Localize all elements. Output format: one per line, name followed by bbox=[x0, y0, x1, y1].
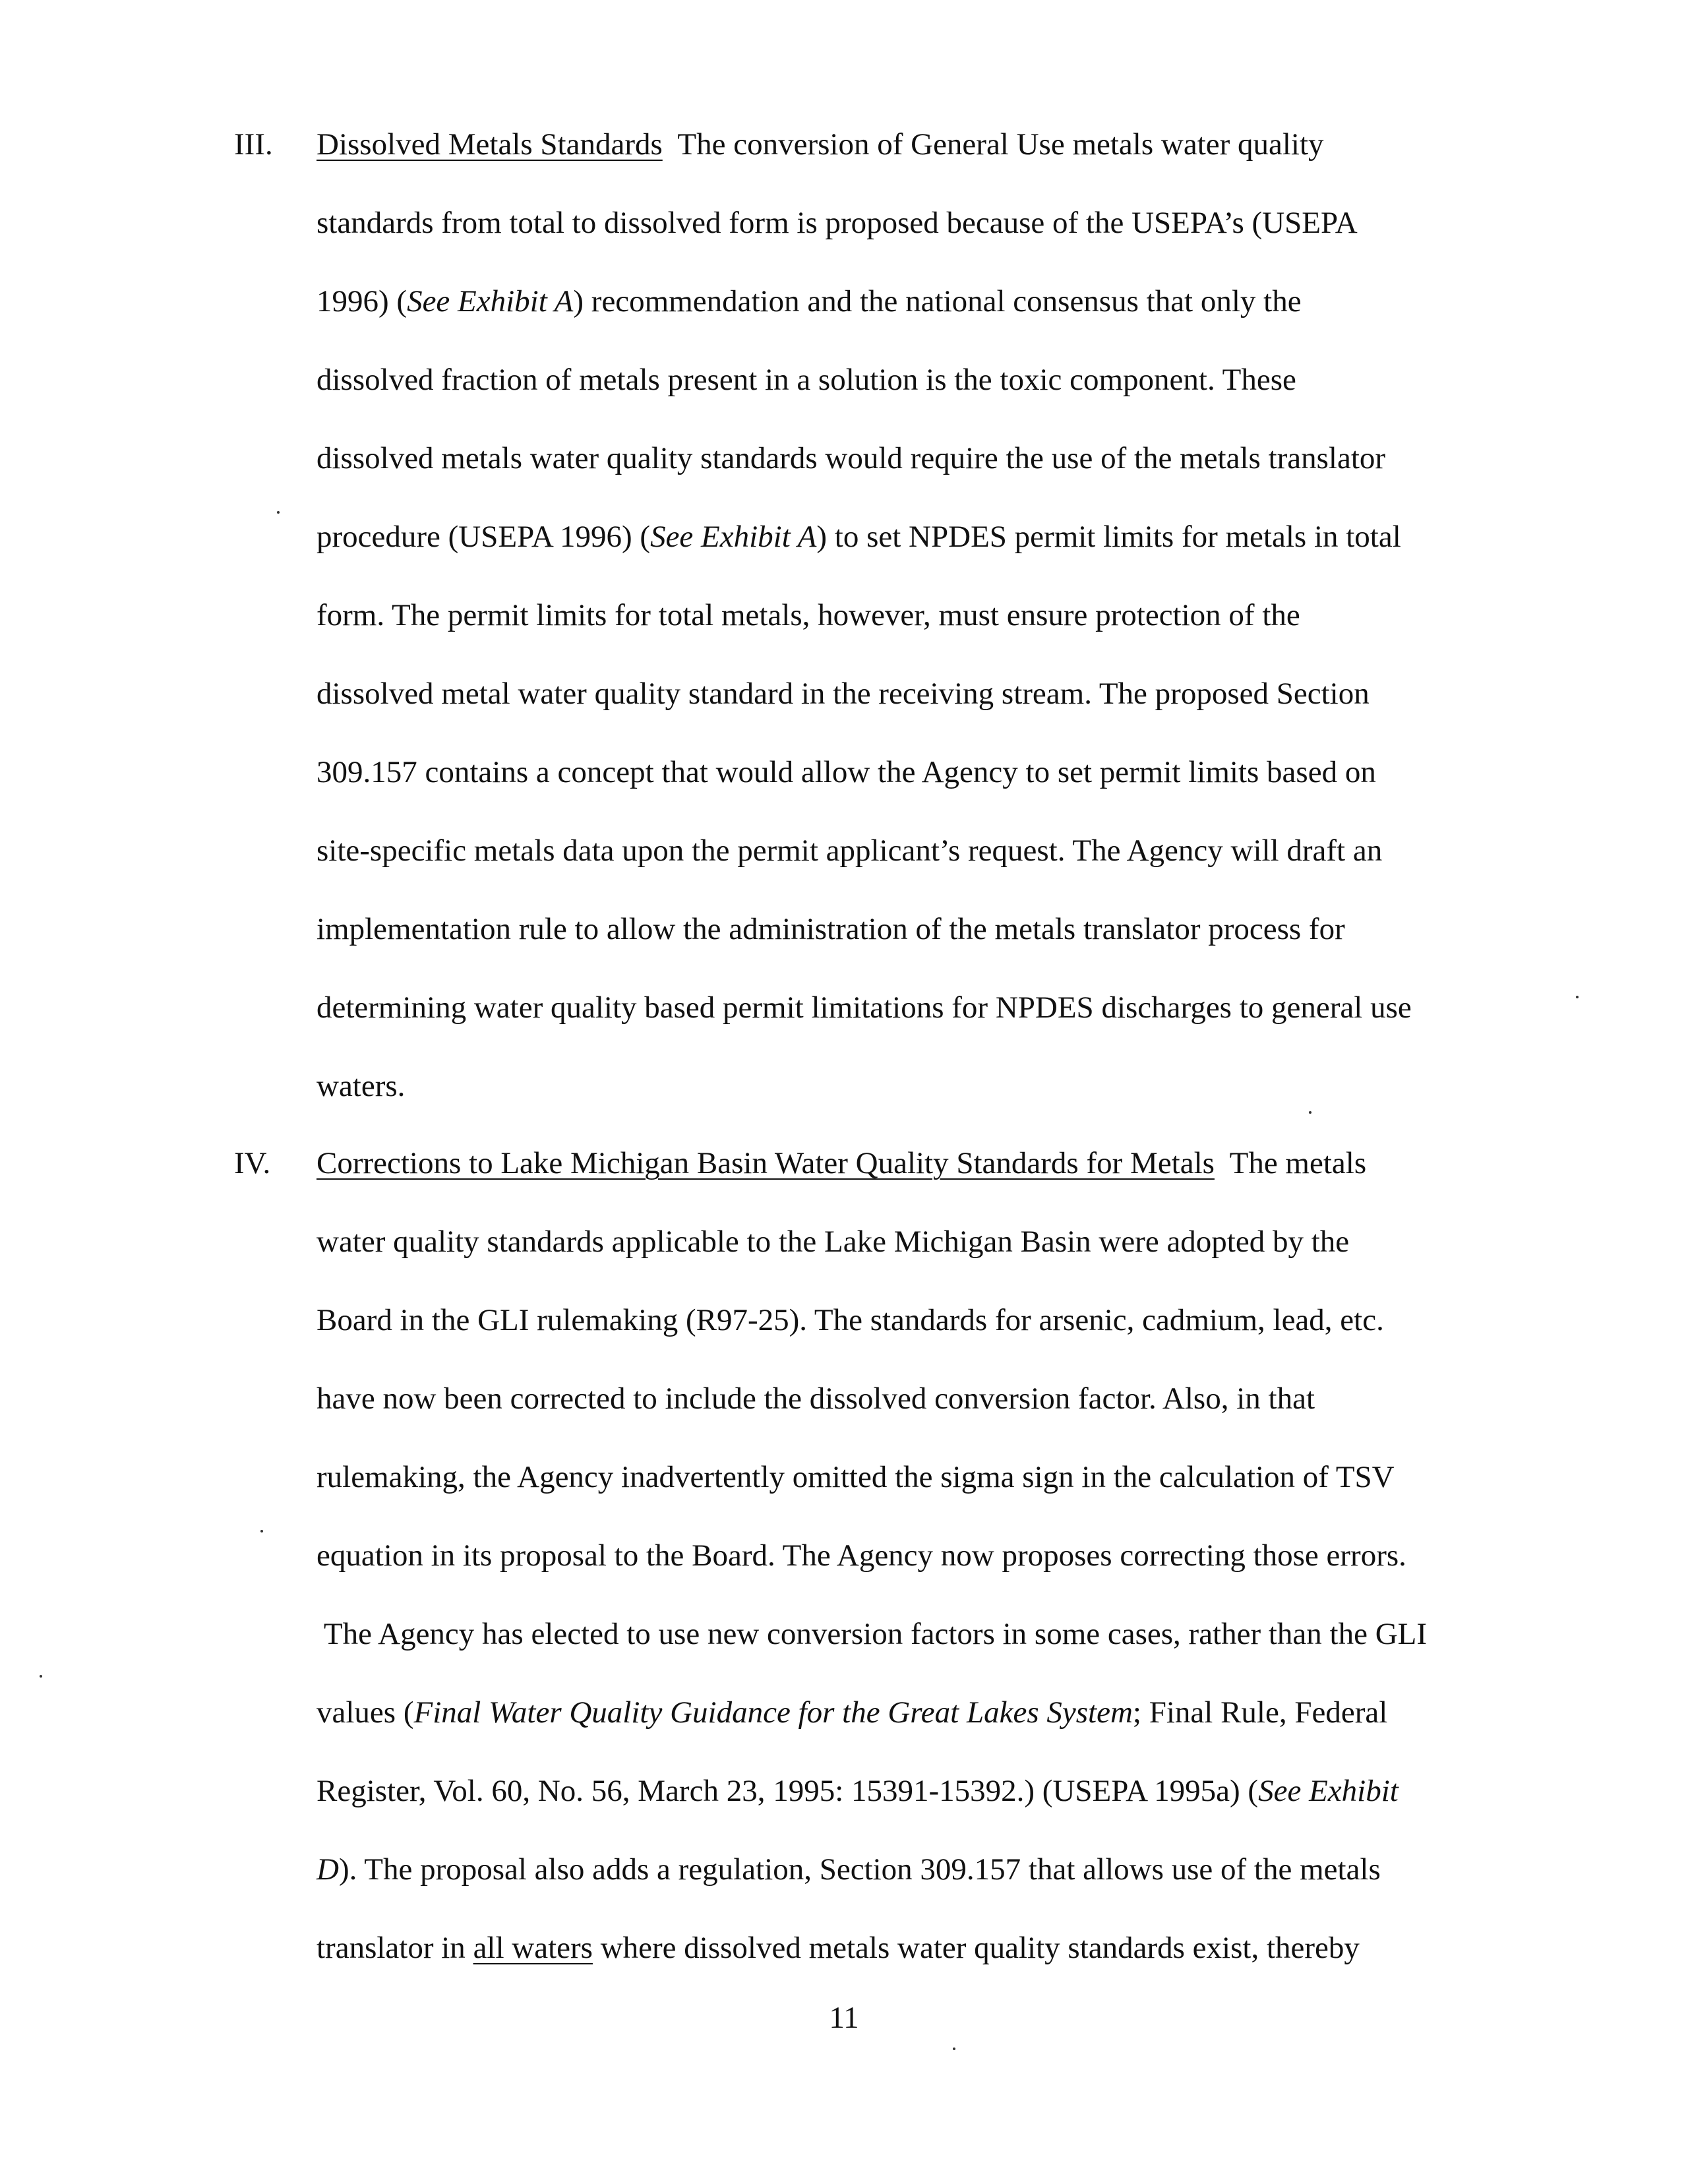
text-fragment: Register, Vol. 60, No. 56, March 23, 1995: 15391-15392.) (USEPA 1995a) ( bbox=[316, 1774, 1259, 1808]
text-fragment: procedure (USEPA 1996) ( bbox=[316, 520, 651, 554]
text-line: have now been corrected to include the dissolved conversion factor. Also, in that bbox=[316, 1381, 1315, 1416]
scan-speck bbox=[1576, 996, 1579, 998]
text-line: equation in its proposal to the Board. The Agency now proposes correcting those errors. bbox=[316, 1538, 1406, 1573]
text-line: water quality standards applicable to the Lake Michigan Basin were adopted by the bbox=[316, 1225, 1350, 1259]
text-line bbox=[316, 106, 1523, 184]
text-line: dissolved metals water quality standards would require the use of the metals translator bbox=[316, 441, 1386, 475]
text-line: determining water quality based permit limitations for NPDES discharges to general use bbox=[316, 990, 1412, 1025]
scan-speck bbox=[1309, 1111, 1311, 1114]
scan-speck bbox=[40, 1675, 42, 1678]
text-line bbox=[316, 1674, 1523, 1752]
scan-speck bbox=[260, 1530, 263, 1532]
text-line bbox=[316, 1124, 1523, 1203]
section-numeral: IV. bbox=[234, 1146, 271, 1180]
section-heading: Corrections to Lake Michigan Basin Water Quality Standards for Metals bbox=[316, 1146, 1215, 1180]
text-line: rulemaking, the Agency inadvertently omitted the sigma sign in the calculation of TSV bbox=[316, 1460, 1395, 1494]
page-number: 11 bbox=[829, 2001, 859, 2035]
section-body bbox=[316, 106, 1523, 1126]
exhibit-reference: See Exhibit bbox=[1258, 1774, 1399, 1808]
text-fragment: The metals bbox=[1214, 1146, 1367, 1180]
text-line: The Agency has elected to use new conversion factors in some cases, rather than the GLI bbox=[316, 1617, 1428, 1651]
section-numeral: III. bbox=[234, 127, 273, 162]
text-line: site-specific metals data upon the permit applicant’s request. The Agency will draft an bbox=[316, 834, 1383, 868]
text-line: dissolved fraction of metals present in a solution is the toxic component. These bbox=[316, 363, 1296, 397]
exhibit-reference: See Exhibit A bbox=[407, 284, 574, 318]
text-line bbox=[316, 1909, 1523, 1987]
emphasized-phrase: all waters bbox=[473, 1931, 593, 1965]
text-fragment: ). The proposal also adds a regulation, Section 309.157 that allows use of the metals bbox=[338, 1852, 1381, 1887]
exhibit-reference: D bbox=[316, 1852, 339, 1887]
text-line bbox=[316, 498, 1523, 576]
text-fragment: ; Final Rule, Federal bbox=[1132, 1695, 1388, 1730]
text-fragment: where dissolved metals water quality standards exist, thereby bbox=[592, 1931, 1360, 1965]
text-line: waters. bbox=[316, 1069, 406, 1103]
section-body bbox=[316, 1124, 1523, 1987]
text-fragment: The conversion of General Use metals water quality bbox=[662, 127, 1324, 162]
text-line: Board in the GLI rulemaking (R97-25). The standards for arsenic, cadmium, lead, etc. bbox=[316, 1303, 1384, 1337]
text-line: 309.157 contains a concept that would allow the Agency to set permit limits based on bbox=[316, 755, 1376, 789]
scan-speck bbox=[277, 511, 280, 514]
section-heading: Dissolved Metals Standards bbox=[316, 127, 663, 162]
scan-speck bbox=[953, 2048, 955, 2050]
text-line bbox=[316, 1752, 1523, 1831]
text-fragment: ) to set NPDES permit limits for metals in total bbox=[816, 520, 1401, 554]
text-line bbox=[316, 1831, 1523, 1909]
text-line bbox=[316, 262, 1523, 341]
text-fragment: values ( bbox=[316, 1695, 414, 1730]
text-fragment: ) recommendation and the national consensus that only the bbox=[573, 284, 1302, 318]
text-line: standards from total to dissolved form is proposed because of the USEPA’s (USEPA bbox=[316, 206, 1358, 240]
text-fragment: 1996) ( bbox=[316, 284, 407, 318]
text-line: dissolved metal water quality standard in the receiving stream. The proposed Section bbox=[316, 677, 1370, 711]
text-line: form. The permit limits for total metals, however, must ensure protection of the bbox=[316, 598, 1300, 632]
text-line: implementation rule to allow the administration of the metals translator process for bbox=[316, 912, 1345, 946]
exhibit-reference: See Exhibit A bbox=[650, 520, 817, 554]
text-fragment: translator in bbox=[316, 1931, 473, 1965]
cited-title: Final Water Quality Guidance for the Great Lakes System bbox=[413, 1695, 1133, 1730]
